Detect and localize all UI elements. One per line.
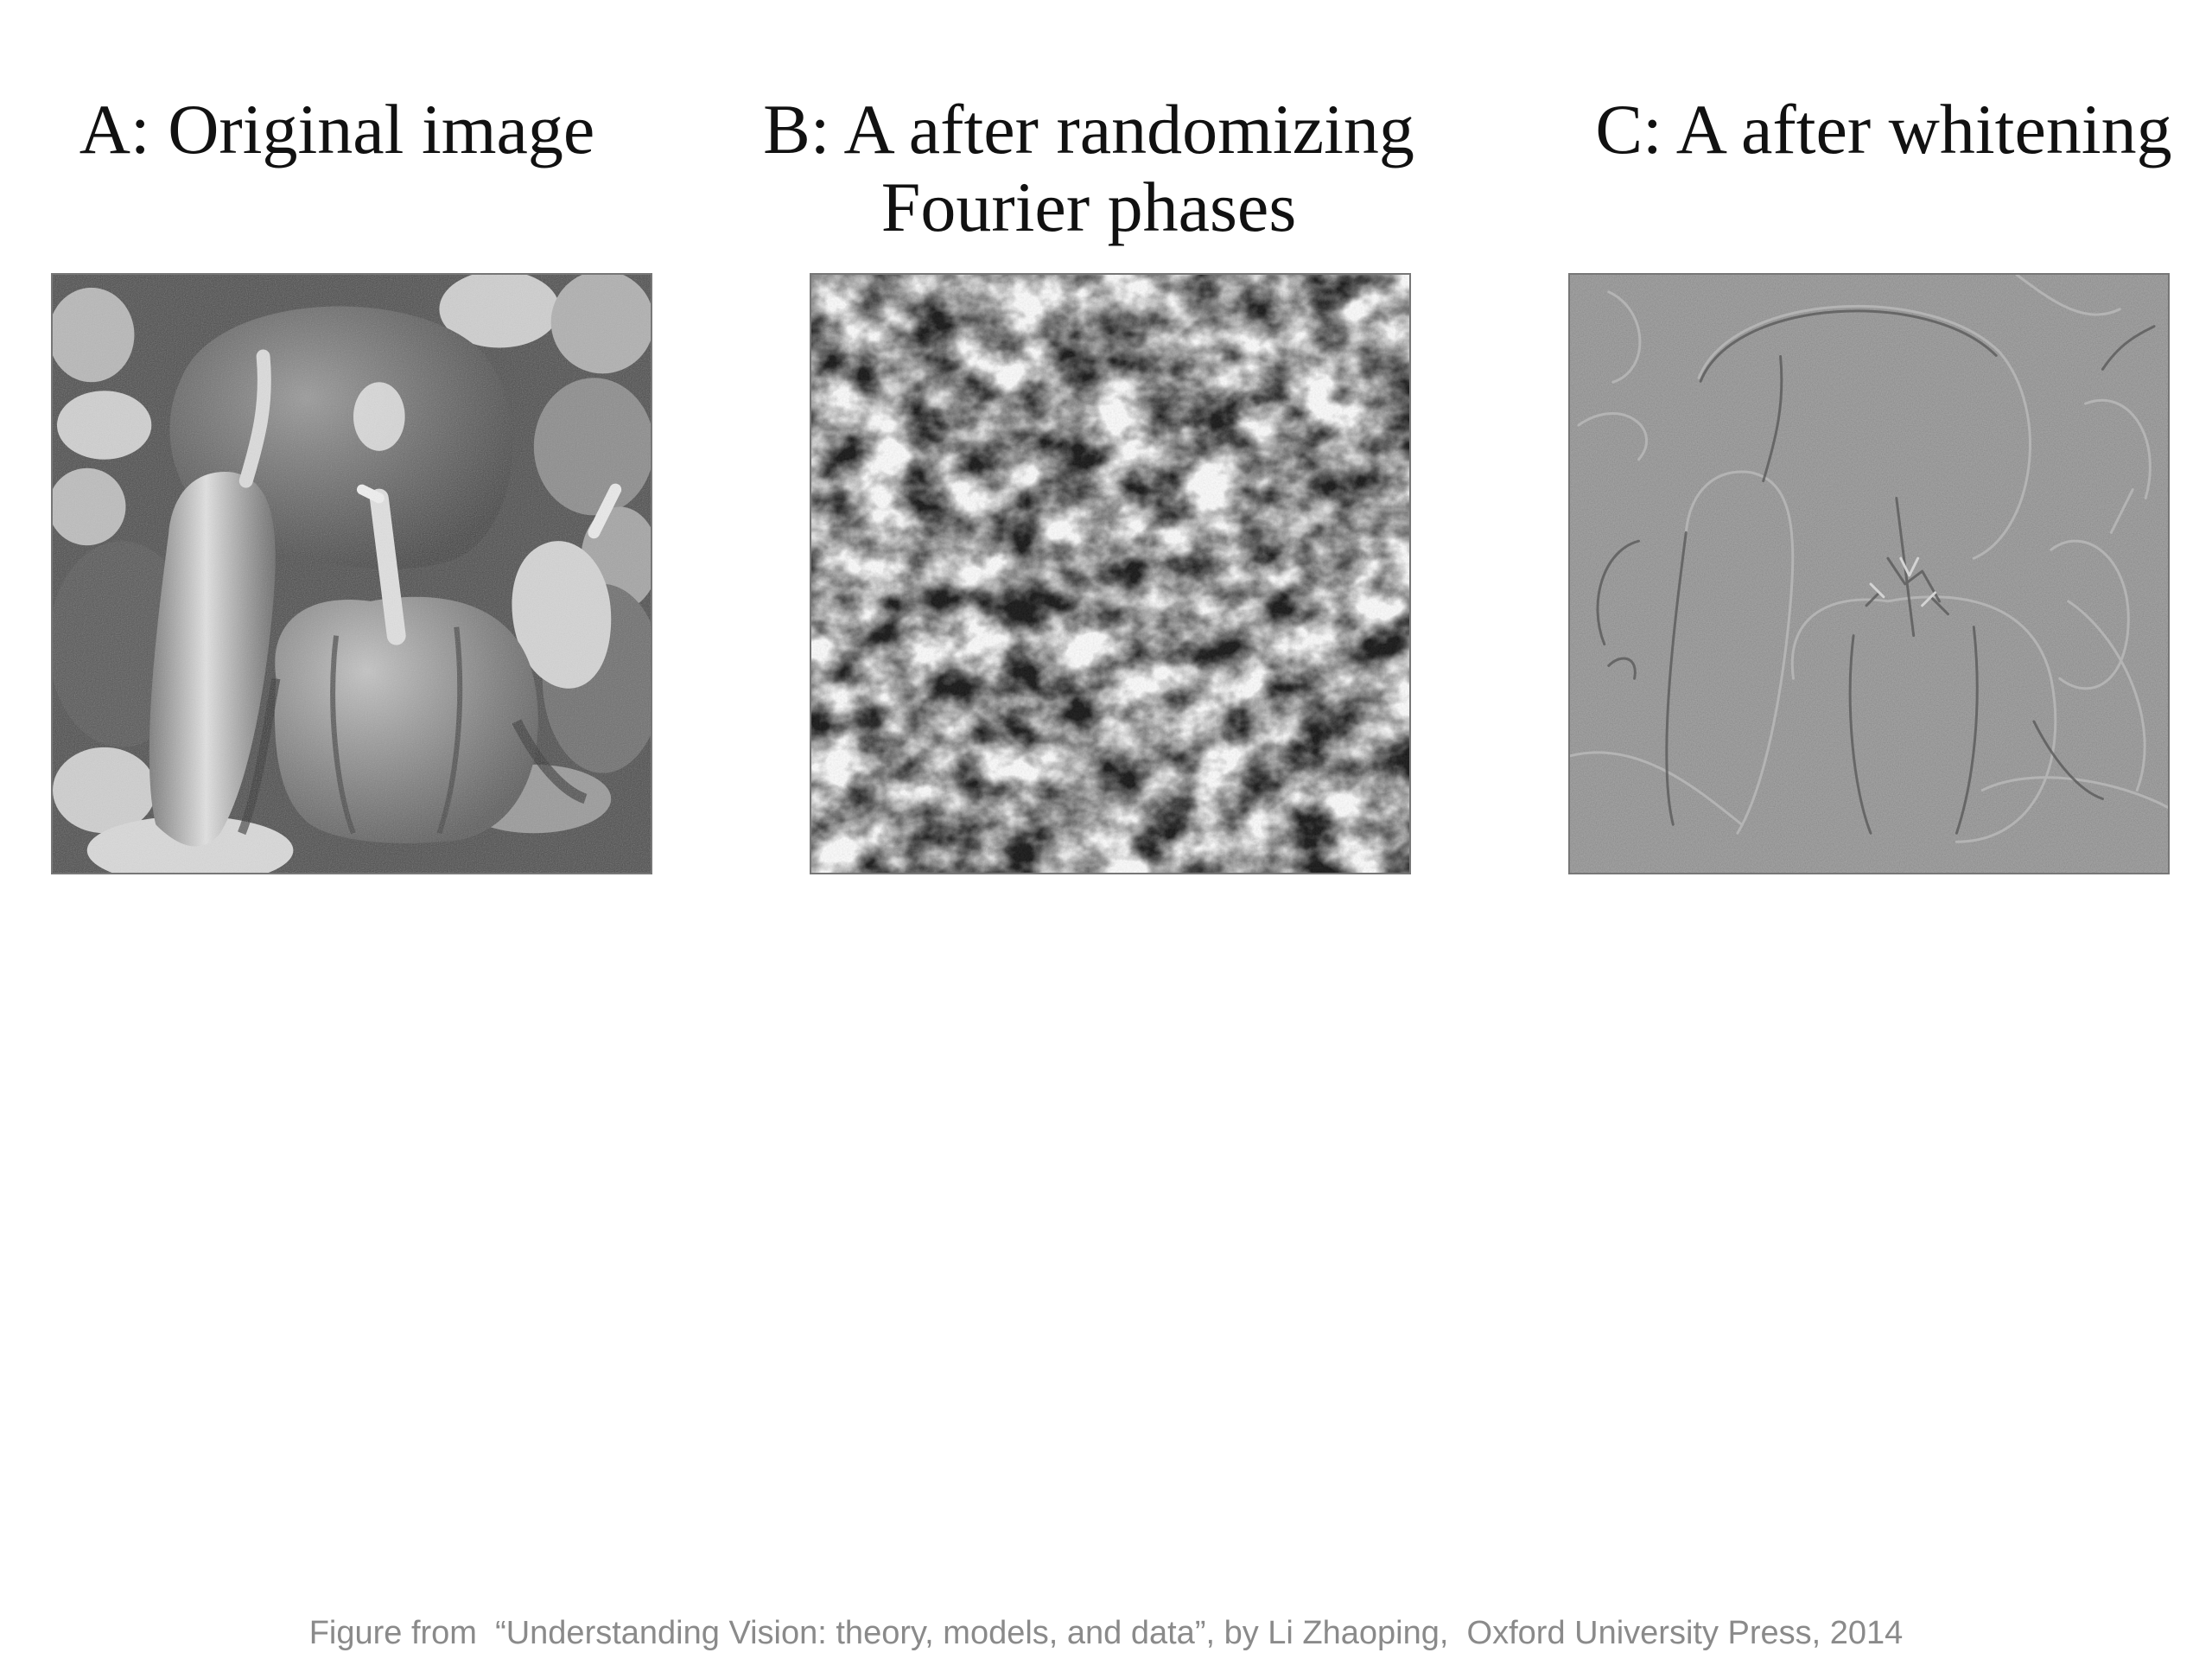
- figure-caption: Figure from “Understanding Vision: theory, models, and data”, by Li Zhaoping, Oxford University Press, 2014: [308, 1615, 1904, 1651]
- whitened-image: [1568, 273, 2170, 874]
- panel-b-title: [717, 91, 1460, 246]
- panel-c-title: [1555, 91, 2212, 168]
- phase-randomized-noise-image: [811, 275, 1409, 873]
- panel-a-title-line-1: A: Original image: [79, 90, 595, 168]
- whitened-edges-image: [1570, 275, 2168, 873]
- panel-b-title-line-2: Fourier phases: [880, 168, 1297, 246]
- original-peppers-image: [53, 275, 651, 873]
- original-image: [51, 273, 652, 874]
- phase-randomized-image: [810, 273, 1411, 874]
- panel-b-title-line-1: B: A after randomizing: [763, 90, 1414, 168]
- panel-a-title: [35, 91, 639, 168]
- panel-c-title-line-1: C: A after whitening: [1595, 90, 2172, 168]
